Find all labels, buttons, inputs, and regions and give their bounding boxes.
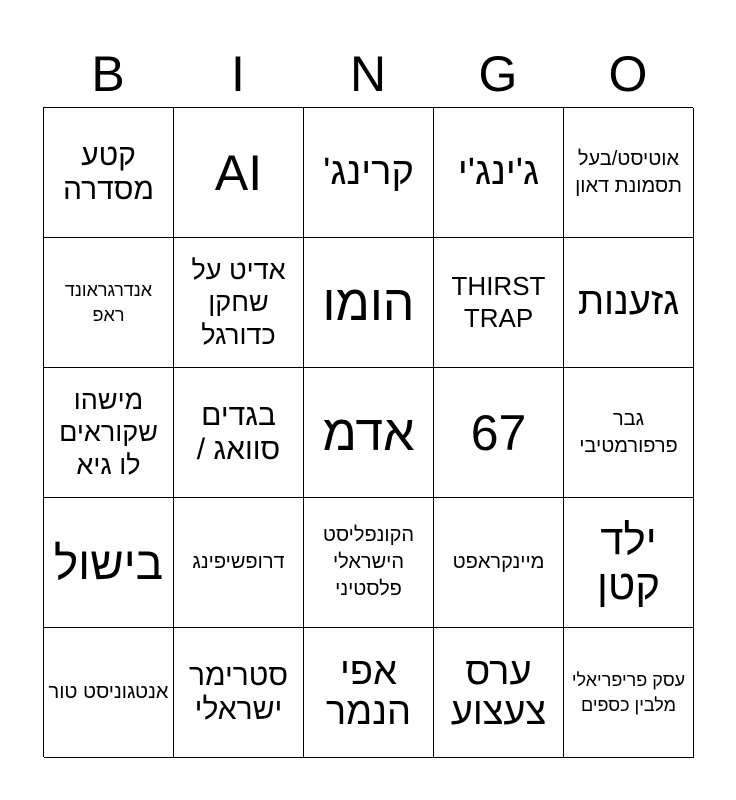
cell-text: קרינג' [323, 150, 414, 193]
cell-text: AI [214, 144, 263, 201]
bingo-cell[interactable] [564, 108, 694, 238]
bingo-cell[interactable] [564, 498, 694, 628]
cell-text: ערס צעצוע [450, 650, 547, 733]
cell-text: עסק פריפריאלי מלבין כספים [571, 670, 686, 715]
cell-text: אדמ [322, 404, 415, 461]
cell-text: ג'ינג'י [457, 150, 540, 193]
header-letter-g: G [478, 46, 518, 102]
bingo-card [43, 107, 693, 757]
cell-text: מיינקראפט [452, 551, 545, 573]
cell-text: מישהו שקוראים לו גיא [59, 384, 158, 480]
bingo-cell[interactable] [564, 238, 694, 368]
bingo-cell[interactable] [44, 498, 174, 628]
cell-text: אוטיסט/בעל תסמונת דאון [575, 147, 682, 197]
bingo-cell[interactable] [44, 628, 174, 758]
bingo-cell[interactable] [304, 368, 434, 498]
cell-text: גזענות [577, 280, 680, 323]
bingo-cell[interactable] [434, 498, 564, 628]
cell-text: אפי הנמר [325, 650, 412, 733]
cell-text: בגדים סוואג / [196, 398, 281, 466]
cell-text: THIRST TRAP [451, 271, 546, 333]
bingo-cell[interactable] [304, 498, 434, 628]
cell-text: הומו [322, 274, 415, 331]
bingo-cell[interactable] [304, 238, 434, 368]
bingo-cell[interactable] [174, 368, 304, 498]
bingo-cell[interactable] [174, 628, 304, 758]
cell-text: הקונפליסט הישראלי פלסטיני [322, 524, 415, 600]
header-letter-o: O [608, 46, 648, 102]
bingo-cell[interactable] [304, 108, 434, 238]
bingo-cell[interactable] [304, 628, 434, 758]
cell-text: קטע מסדרה [62, 138, 155, 206]
bingo-cell[interactable] [564, 628, 694, 758]
bingo-cell[interactable] [434, 108, 564, 238]
bingo-cell[interactable] [434, 628, 564, 758]
bingo-cell[interactable] [434, 368, 564, 498]
bingo-cell[interactable] [174, 238, 304, 368]
cell-text: אדיט על שחקן כדורגל [191, 254, 286, 350]
bingo-cell[interactable] [174, 498, 304, 628]
bingo-cell[interactable] [44, 368, 174, 498]
bingo-header [43, 42, 693, 106]
header-letter-n: N [349, 46, 387, 102]
cell-text: אנדרגראונד ראפ [64, 280, 153, 325]
cell-text: 67 [470, 404, 527, 461]
cell-text: בישול [53, 536, 164, 589]
cell-text: ילד קטן [596, 516, 661, 608]
header-letter-i: I [231, 46, 245, 102]
bingo-cell[interactable] [564, 368, 694, 498]
cell-text: סטרימר ישראלי [188, 658, 289, 726]
cell-text: גבר פרפורמטיבי [579, 407, 678, 457]
bingo-cell[interactable] [44, 108, 174, 238]
bingo-cell[interactable] [174, 108, 304, 238]
cell-text: דרופשיפינג [192, 551, 285, 573]
bingo-cell[interactable] [434, 238, 564, 368]
bingo-cell[interactable] [44, 238, 174, 368]
cell-text: אנטגוניסט טור [48, 681, 169, 703]
header-letter-b: B [91, 46, 125, 102]
